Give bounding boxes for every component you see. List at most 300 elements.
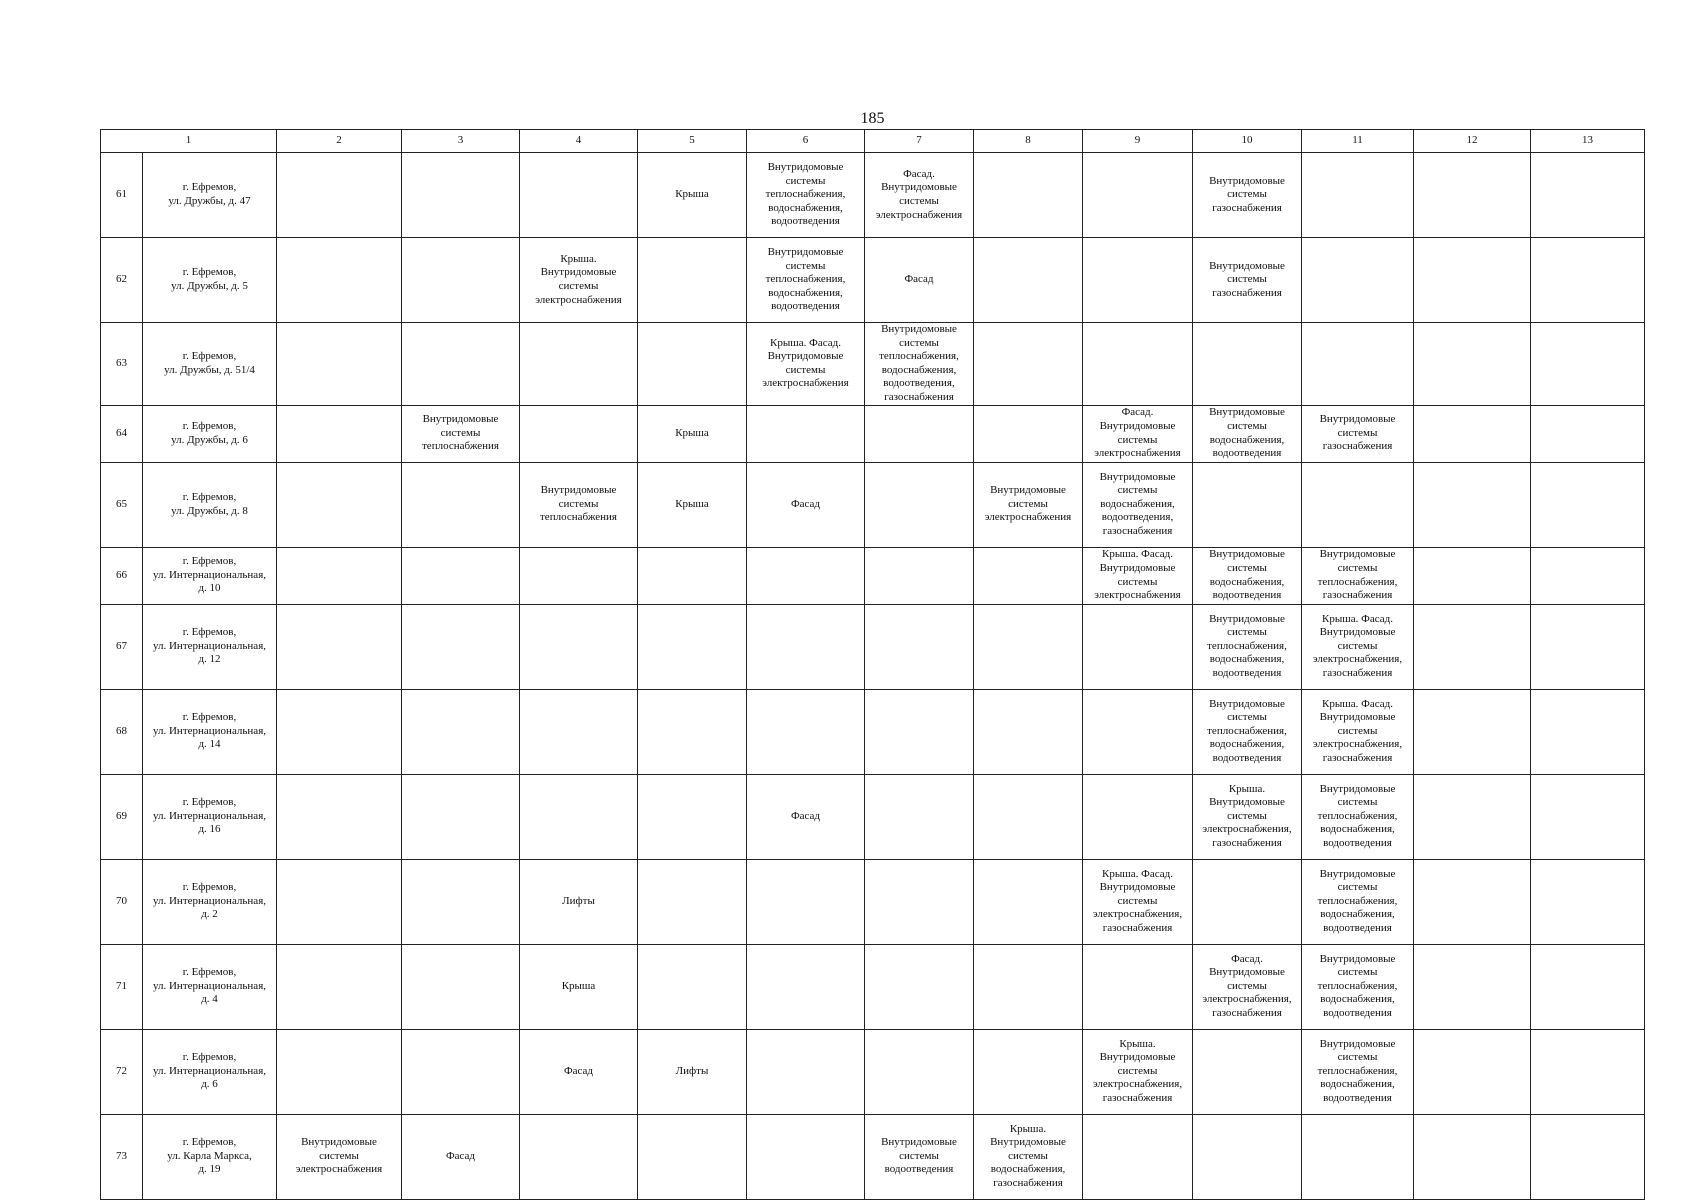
- work-type-line: теплоснабжения,: [1317, 894, 1398, 907]
- work-type-line: Внутридомовые: [540, 484, 617, 497]
- work-type-line: газоснабжения: [1212, 836, 1282, 849]
- work-type-line: водоснабжения,: [1209, 575, 1285, 588]
- work-type-line: Крыша: [561, 979, 596, 992]
- work-cell-col-10: [1193, 859, 1302, 944]
- work-cell-col-10: [1193, 462, 1302, 547]
- work-type-line: Внутридомовые: [990, 484, 1066, 497]
- work-cell-col-5: [638, 689, 747, 774]
- work-cell-col-5: [638, 462, 747, 547]
- work-cell-col-2: [277, 238, 402, 323]
- table-row: [101, 1029, 1645, 1114]
- work-type-line: Внутридомовые: [1209, 548, 1285, 561]
- column-number-1: 1: [101, 130, 277, 153]
- work-type-line: Внутридомовые: [881, 181, 957, 194]
- work-type-line: Внутридомовые: [767, 350, 844, 363]
- work-type-line: электроснабжения,: [1312, 653, 1403, 666]
- work-type-line: газоснабжения: [1102, 1091, 1173, 1104]
- work-cell-col-12: [1414, 547, 1531, 604]
- address-cell: [143, 462, 277, 547]
- work-type-line: Внутридомовые: [1209, 612, 1285, 625]
- work-type-line: электроснабжения,: [1202, 993, 1292, 1006]
- address-line: г. Ефремов,: [182, 490, 237, 503]
- work-type-line: Внутридомовые: [881, 1136, 957, 1149]
- work-type-line: Внутридомовые: [1099, 561, 1176, 574]
- work-type-line: Крыша. Фасад.: [1102, 548, 1173, 561]
- work-cell-col-13: [1531, 153, 1645, 238]
- work-type-line: водоснабжения,: [1100, 497, 1175, 510]
- work-type-line: Внутридомовые: [422, 413, 499, 426]
- address-line: ул. Интернациональная,: [152, 979, 267, 992]
- work-cell-col-6: [747, 1114, 865, 1199]
- work-cell-col-3: [402, 944, 520, 1029]
- work-cell-col-5: [638, 1114, 747, 1199]
- work-cell-col-13: [1531, 689, 1645, 774]
- work-type-line: водоснабжения,: [1209, 653, 1285, 666]
- row-number: 65: [101, 462, 143, 547]
- address-cell: [143, 1029, 277, 1114]
- work-type-line: системы: [1227, 711, 1267, 724]
- work-cell-col-9: [1083, 238, 1193, 323]
- work-type-line: системы: [1008, 1149, 1048, 1162]
- work-type-line: Фасад: [904, 273, 934, 286]
- work-cell-col-2: [277, 944, 402, 1029]
- work-cell-col-9: [1083, 153, 1193, 238]
- work-cell-col-11: [1302, 774, 1414, 859]
- work-type-line: электроснабжения: [1094, 589, 1181, 602]
- address-line: д. 12: [198, 653, 221, 666]
- work-type-line: электроснабжения,: [1202, 823, 1292, 836]
- work-type-line: газоснабжения: [884, 390, 954, 403]
- table-row: [101, 774, 1645, 859]
- work-type-line: Крыша. Фасад.: [1102, 867, 1173, 880]
- work-cell-col-3: [402, 323, 520, 406]
- work-cell-col-4: [520, 462, 638, 547]
- work-cell-col-4: [520, 604, 638, 689]
- work-cell-col-5: [638, 405, 747, 462]
- work-type-line: водоснабжения,: [768, 201, 843, 214]
- address-cell: [143, 153, 277, 238]
- work-type-line: системы: [319, 1149, 359, 1162]
- work-type-line: Внутридомовые: [1209, 259, 1285, 272]
- address-cell: [143, 604, 277, 689]
- work-cell-col-2: [277, 1029, 402, 1114]
- work-type-line: водоснабжения,: [881, 363, 957, 376]
- address-cell: [143, 774, 277, 859]
- work-type-line: Крыша. Фасад.: [770, 336, 841, 349]
- work-type-line: водоотведения: [1323, 921, 1392, 934]
- address-cell: [143, 1114, 277, 1199]
- work-type-line: водоотведения: [884, 1163, 954, 1176]
- work-cell-col-5: [638, 323, 747, 406]
- work-type-line: Фасад: [790, 497, 821, 510]
- work-type-line: теплоснабжения,: [879, 350, 959, 363]
- work-type-line: системы: [899, 1149, 939, 1162]
- row-number: 64: [101, 405, 143, 462]
- work-type-line: электроснабжения: [875, 208, 963, 221]
- work-type-line: теплоснабжения,: [765, 188, 846, 201]
- work-cell-col-11: [1302, 547, 1414, 604]
- work-cell-col-3: [402, 604, 520, 689]
- work-type-line: водоотведения,: [1101, 511, 1174, 524]
- table-row: [101, 238, 1645, 323]
- row-number: 67: [101, 604, 143, 689]
- work-cell-col-3: [402, 238, 520, 323]
- work-type-line: водоотведения,: [883, 377, 955, 390]
- work-type-line: электроснабжения,: [1092, 1078, 1183, 1091]
- address-line: ул. Дружбы, д. 51/4: [164, 363, 255, 376]
- work-cell-col-9: [1083, 604, 1193, 689]
- work-type-line: водоотведения: [1323, 836, 1392, 849]
- work-type-line: системы: [1227, 979, 1267, 992]
- work-type-line: системы: [1337, 561, 1378, 574]
- work-cell-col-6: [747, 153, 865, 238]
- work-type-line: системы: [1337, 639, 1378, 652]
- work-type-line: электроснабжения: [762, 377, 849, 390]
- work-cell-col-10: [1193, 604, 1302, 689]
- work-cell-col-12: [1414, 405, 1531, 462]
- row-number: 69: [101, 774, 143, 859]
- column-number-4: 4: [520, 130, 638, 153]
- work-type-line: водоотведения: [771, 215, 840, 228]
- work-cell-col-8: [974, 462, 1083, 547]
- work-cell-col-9: [1083, 1029, 1193, 1114]
- work-cell-col-3: [402, 689, 520, 774]
- work-type-line: водоснабжения,: [1320, 823, 1395, 836]
- work-cell-col-12: [1414, 774, 1531, 859]
- row-number: 71: [101, 944, 143, 1029]
- work-type-line: электроснабжения: [1094, 447, 1181, 460]
- work-cell-col-8: [974, 944, 1083, 1029]
- work-type-line: газоснабжения: [1102, 921, 1173, 934]
- address-line: д. 4: [201, 993, 218, 1006]
- work-type-line: газоснабжения: [1322, 589, 1393, 602]
- work-type-line: теплоснабжения: [540, 511, 617, 524]
- work-type-line: водоотведения: [1323, 1006, 1392, 1019]
- address-cell: [143, 689, 277, 774]
- address-line: ул. Интернациональная,: [152, 568, 267, 581]
- address-line: д. 6: [201, 1078, 218, 1091]
- work-type-line: водоснабжения,: [1320, 993, 1395, 1006]
- work-type-line: системы: [1227, 561, 1267, 574]
- work-cell-col-7: [865, 774, 974, 859]
- work-cell-col-5: [638, 547, 747, 604]
- work-type-line: электроснабжения: [535, 293, 622, 306]
- work-type-line: Внутридомовые: [1099, 419, 1176, 432]
- work-cell-col-11: [1302, 153, 1414, 238]
- address-line: ул. Дружбы, д. 47: [168, 195, 251, 207]
- work-type-line: газоснабжения: [993, 1176, 1063, 1189]
- work-type-line: Внутридомовые: [1099, 1051, 1176, 1064]
- work-cell-col-7: [865, 944, 974, 1029]
- work-type-line: водоотведения: [1212, 666, 1282, 679]
- row-number: 70: [101, 859, 143, 944]
- column-number-11: 11: [1302, 130, 1414, 153]
- work-type-line: газоснабжения: [1322, 751, 1393, 764]
- work-cell-col-4: [520, 944, 638, 1029]
- address-line: г. Ефремов,: [182, 181, 237, 194]
- work-cell-col-9: [1083, 462, 1193, 547]
- work-type-line: системы: [785, 363, 826, 376]
- work-type-line: теплоснабжения,: [1317, 979, 1398, 992]
- work-type-line: Внутридомовые: [881, 323, 957, 335]
- work-cell-col-10: [1193, 944, 1302, 1029]
- work-cell-col-13: [1531, 547, 1645, 604]
- work-cell-col-8: [974, 238, 1083, 323]
- work-type-line: электроснабжения,: [1312, 738, 1403, 751]
- row-number: 73: [101, 1114, 143, 1199]
- work-cell-col-10: [1193, 547, 1302, 604]
- work-cell-col-10: [1193, 774, 1302, 859]
- work-type-line: системы: [1227, 419, 1267, 432]
- work-cell-col-7: [865, 462, 974, 547]
- work-cell-col-13: [1531, 604, 1645, 689]
- address-line: д. 2: [201, 908, 218, 921]
- work-type-line: водоотведения: [1323, 1091, 1392, 1104]
- work-cell-col-11: [1302, 689, 1414, 774]
- address-line: г. Ефремов,: [182, 626, 237, 639]
- work-type-line: системы: [1337, 796, 1378, 809]
- address-line: ул. Дружбы, д. 6: [171, 433, 248, 446]
- work-type-line: электроснабжения: [984, 511, 1072, 524]
- column-number-6: 6: [747, 130, 865, 153]
- work-cell-col-2: [277, 462, 402, 547]
- work-cell-col-11: [1302, 405, 1414, 462]
- work-cell-col-9: [1083, 323, 1193, 406]
- work-cell-col-6: [747, 689, 865, 774]
- page-number: 185: [860, 110, 885, 127]
- work-cell-col-2: [277, 547, 402, 604]
- work-type-line: системы: [558, 280, 599, 292]
- work-cell-col-8: [974, 689, 1083, 774]
- work-cell-col-11: [1302, 462, 1414, 547]
- work-cell-col-4: [520, 153, 638, 238]
- work-type-line: системы: [899, 195, 939, 207]
- work-type-line: газоснабжения: [1322, 440, 1393, 453]
- column-number-2: 2: [277, 130, 402, 153]
- work-cell-col-5: [638, 944, 747, 1029]
- work-type-line: Внутридомовые: [301, 1136, 377, 1149]
- work-cell-col-4: [520, 859, 638, 944]
- work-type-line: водоотведения: [1212, 751, 1282, 764]
- address-cell: [143, 405, 277, 462]
- work-type-line: системы: [558, 497, 599, 510]
- work-type-line: Внутридомовые: [1209, 174, 1285, 187]
- column-number-9: 9: [1083, 130, 1193, 153]
- table-row: [101, 153, 1645, 238]
- work-type-line: системы: [1117, 433, 1158, 446]
- work-type-line: Внутридомовые: [540, 266, 617, 279]
- work-type-line: системы: [785, 259, 826, 272]
- work-cell-col-12: [1414, 1114, 1531, 1199]
- work-type-line: газоснабжения: [1102, 524, 1173, 537]
- work-cell-col-5: [638, 238, 747, 323]
- work-cell-col-7: [865, 153, 974, 238]
- work-cell-col-6: [747, 547, 865, 604]
- work-type-line: электроснабжения,: [1092, 908, 1183, 921]
- work-cell-col-10: [1193, 238, 1302, 323]
- work-cell-col-3: [402, 774, 520, 859]
- work-type-line: Крыша: [675, 497, 709, 510]
- work-type-line: Внутридомовые: [767, 161, 844, 174]
- address-cell: [143, 944, 277, 1029]
- row-number: 63: [101, 323, 143, 406]
- work-type-line: теплоснабжения: [422, 440, 499, 453]
- work-cell-col-6: [747, 944, 865, 1029]
- work-cell-col-12: [1414, 323, 1531, 406]
- work-cell-col-7: [865, 405, 974, 462]
- work-type-line: Фасад: [790, 809, 821, 822]
- address-line: д. 10: [198, 582, 221, 595]
- work-cell-col-7: [865, 238, 974, 323]
- work-cell-col-9: [1083, 859, 1193, 944]
- work-cell-col-13: [1531, 238, 1645, 323]
- table-row: [101, 1114, 1645, 1199]
- address-line: д. 16: [198, 823, 221, 836]
- work-type-line: Внутридомовые: [1319, 626, 1396, 639]
- table-row: [101, 405, 1645, 462]
- work-cell-col-7: [865, 1114, 974, 1199]
- work-cell-col-10: [1193, 1029, 1302, 1114]
- work-type-line: Крыша. Фасад.: [1322, 697, 1393, 710]
- work-cell-col-11: [1302, 944, 1414, 1029]
- column-number-12: 12: [1414, 130, 1531, 153]
- work-cell-col-12: [1414, 153, 1531, 238]
- work-type-line: водоснабжения,: [768, 286, 843, 299]
- work-type-line: Внутридомовые: [1319, 782, 1396, 795]
- work-cell-col-12: [1414, 238, 1531, 323]
- work-cell-col-2: [277, 153, 402, 238]
- work-type-line: газоснабжения: [1212, 286, 1282, 299]
- work-cell-col-10: [1193, 689, 1302, 774]
- work-type-line: системы: [785, 174, 826, 187]
- work-cell-col-8: [974, 604, 1083, 689]
- work-cell-col-10: [1193, 1114, 1302, 1199]
- work-type-line: теплоснабжения,: [765, 273, 846, 286]
- address-line: г. Ефремов,: [182, 1136, 237, 1149]
- address-line: г. Ефремов,: [182, 419, 237, 432]
- address-line: г. Ефремов,: [182, 1051, 237, 1064]
- work-type-line: системы: [1227, 809, 1267, 822]
- work-cell-col-10: [1193, 405, 1302, 462]
- work-cell-col-12: [1414, 1029, 1531, 1114]
- address-line: г. Ефремов,: [182, 881, 237, 894]
- work-type-line: Внутридомовые: [1209, 406, 1285, 419]
- address-line: г. Ефремов,: [182, 350, 237, 363]
- address-line: ул. Дружбы, д. 8: [171, 504, 248, 517]
- work-cell-col-13: [1531, 1029, 1645, 1114]
- work-type-line: Внутридомовые: [1319, 952, 1396, 965]
- work-cell-col-3: [402, 547, 520, 604]
- work-cell-col-11: [1302, 1114, 1414, 1199]
- work-type-line: Крыша.: [1228, 782, 1266, 795]
- work-type-line: Внутридомовые: [1319, 711, 1396, 724]
- work-cell-col-12: [1414, 944, 1531, 1029]
- work-type-line: водоотведения: [771, 300, 840, 313]
- address-line: ул. Дружбы, д. 5: [171, 280, 248, 292]
- work-cell-col-8: [974, 774, 1083, 859]
- work-type-line: водоснабжения,: [1320, 1078, 1395, 1091]
- column-number-7: 7: [865, 130, 974, 153]
- work-cell-col-9: [1083, 1114, 1193, 1199]
- work-cell-col-6: [747, 859, 865, 944]
- work-type-line: Фасад: [563, 1064, 594, 1077]
- work-cell-col-5: [638, 774, 747, 859]
- work-cell-col-13: [1531, 462, 1645, 547]
- work-cell-col-9: [1083, 774, 1193, 859]
- work-cell-col-5: [638, 859, 747, 944]
- work-type-line: Внутридомовые: [1099, 881, 1176, 894]
- work-type-line: Лифты: [562, 894, 595, 907]
- table-row: [101, 547, 1645, 604]
- address-cell: [143, 547, 277, 604]
- work-type-line: системы: [1117, 894, 1158, 907]
- work-cell-col-8: [974, 547, 1083, 604]
- work-type-line: Внутридомовые: [1319, 867, 1396, 880]
- work-type-line: Крыша: [675, 188, 709, 201]
- work-type-line: системы: [1337, 881, 1378, 894]
- work-cell-col-11: [1302, 323, 1414, 406]
- work-type-line: системы: [1117, 484, 1158, 497]
- address-line: ул. Интернациональная,: [152, 809, 267, 822]
- work-cell-col-3: [402, 1029, 520, 1114]
- table-row: [101, 462, 1645, 547]
- work-type-line: водоснабжения,: [1209, 433, 1285, 446]
- work-type-line: электроснабжения: [295, 1163, 383, 1176]
- work-cell-col-13: [1531, 405, 1645, 462]
- work-type-line: Внутридомовые: [767, 246, 844, 259]
- work-type-line: Крыша.: [560, 252, 597, 265]
- work-cell-col-2: [277, 859, 402, 944]
- work-cell-col-6: [747, 238, 865, 323]
- column-number-3: 3: [402, 130, 520, 153]
- work-type-line: Крыша: [675, 426, 709, 439]
- work-type-line: Внутридомовые: [1319, 1037, 1396, 1050]
- work-cell-col-9: [1083, 689, 1193, 774]
- work-type-line: газоснабжения: [1212, 201, 1282, 214]
- row-number: 62: [101, 238, 143, 323]
- work-cell-col-4: [520, 774, 638, 859]
- row-number: 61: [101, 153, 143, 238]
- row-number: 68: [101, 689, 143, 774]
- address-line: ул. Интернациональная,: [152, 724, 267, 737]
- work-type-line: системы: [1117, 575, 1158, 588]
- work-cell-col-2: [277, 604, 402, 689]
- work-type-line: газоснабжения: [1322, 666, 1393, 679]
- work-cell-col-11: [1302, 859, 1414, 944]
- work-type-line: Крыша.: [1119, 1037, 1156, 1050]
- work-type-line: Внутридомовые: [1209, 796, 1285, 809]
- work-cell-col-8: [974, 859, 1083, 944]
- work-cell-col-13: [1531, 1114, 1645, 1199]
- address-line: г. Ефремов,: [182, 796, 237, 809]
- table-row: [101, 323, 1645, 406]
- work-type-line: системы: [1227, 188, 1267, 201]
- address-line: ул. Карла Маркса,: [167, 1149, 252, 1162]
- work-cell-col-6: [747, 405, 865, 462]
- work-cell-col-10: [1193, 153, 1302, 238]
- work-type-line: Внутридомовые: [1099, 470, 1176, 483]
- work-cell-col-13: [1531, 323, 1645, 406]
- work-cell-col-13: [1531, 944, 1645, 1029]
- work-type-line: системы: [440, 426, 481, 439]
- address-line: д. 19: [198, 1163, 221, 1176]
- work-cell-col-4: [520, 238, 638, 323]
- work-type-line: теплоснабжения,: [1317, 575, 1398, 588]
- work-cell-col-3: [402, 462, 520, 547]
- work-type-line: Крыша.: [1009, 1122, 1047, 1135]
- work-cell-col-2: [277, 774, 402, 859]
- work-type-line: системы: [899, 336, 939, 349]
